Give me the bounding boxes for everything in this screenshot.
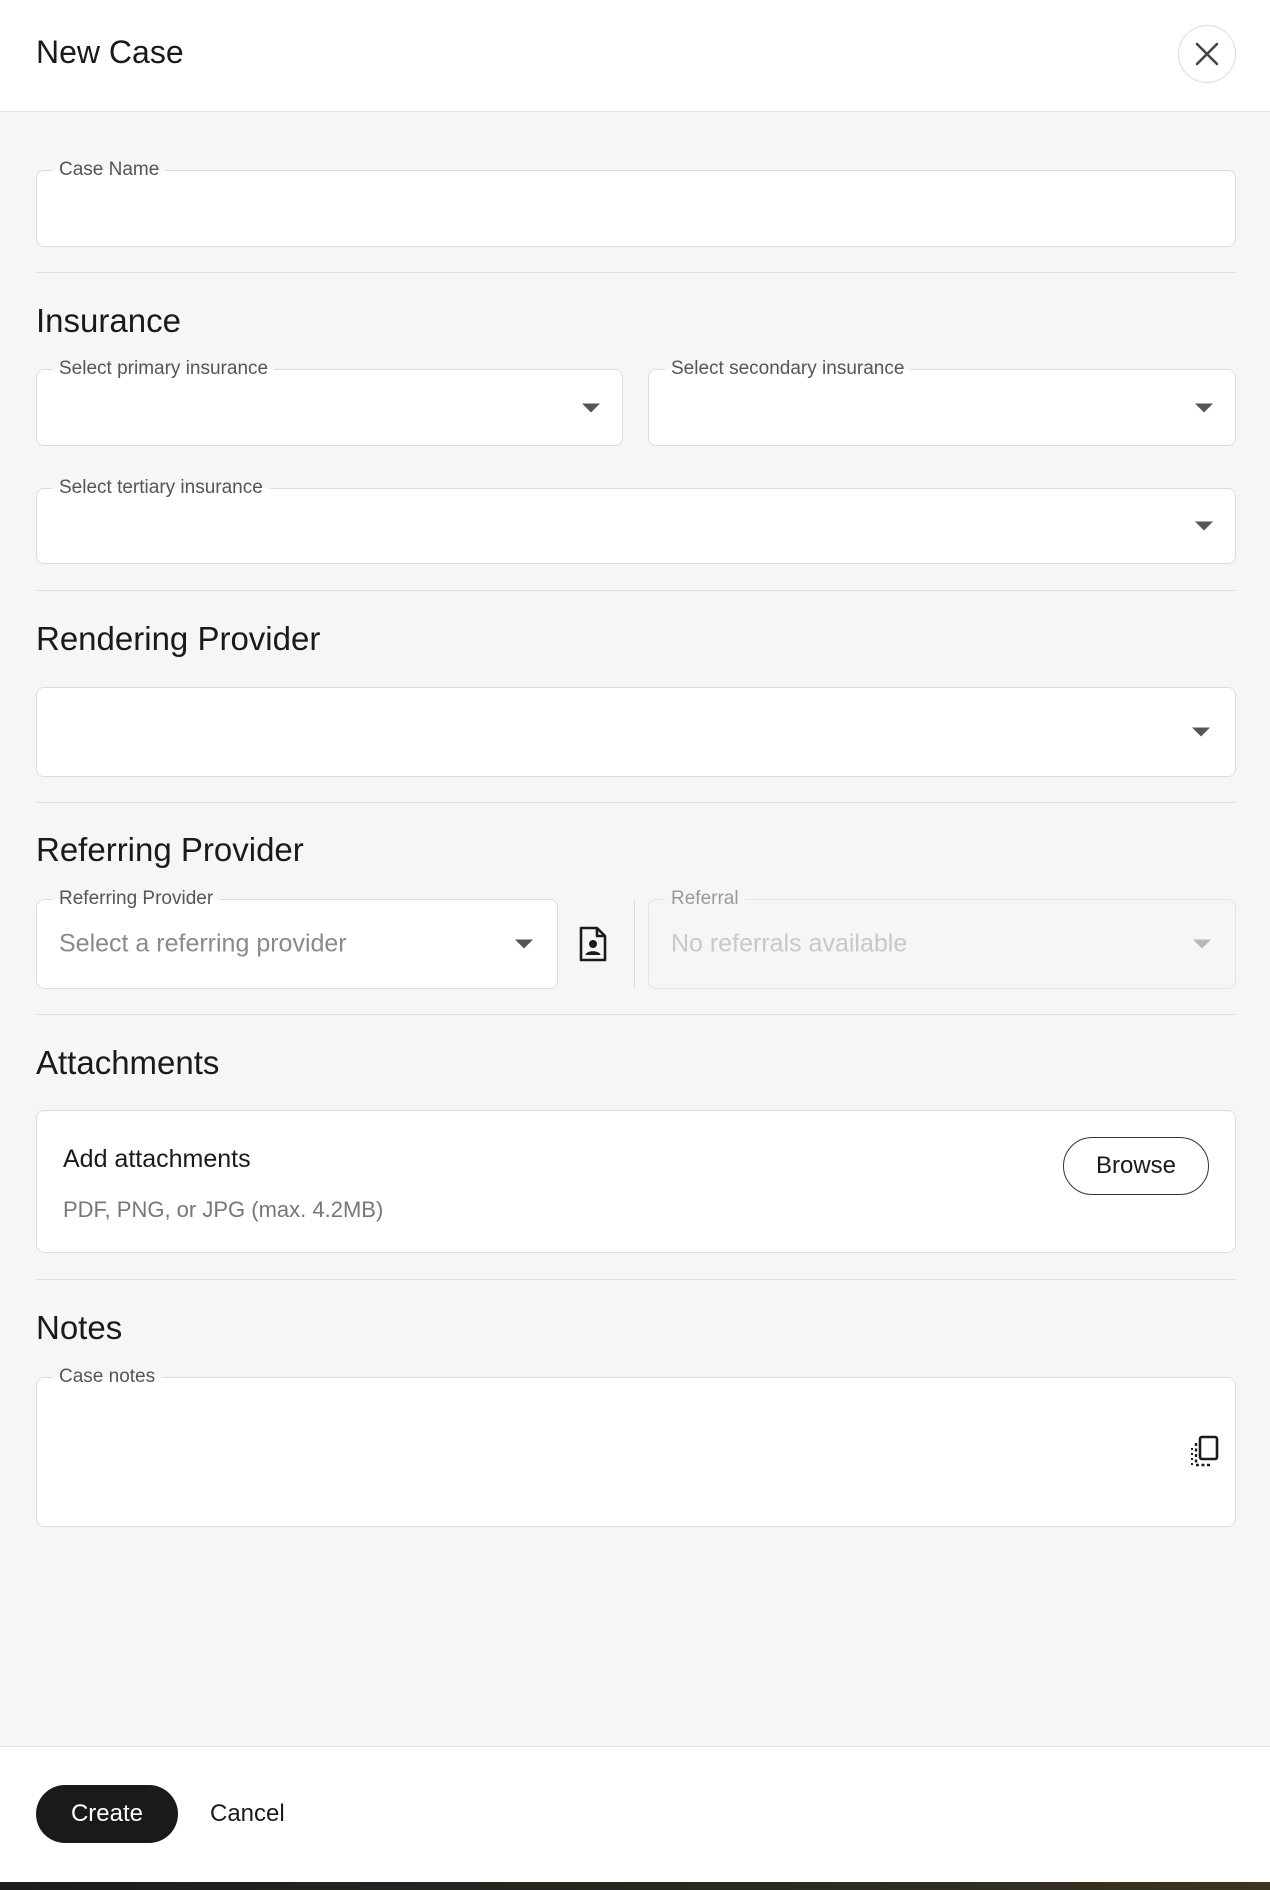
provider-document-button[interactable] bbox=[572, 922, 614, 966]
attachments-box-subtitle: PDF, PNG, or JPG (max. 4.2MB) bbox=[63, 1197, 384, 1222]
chevron-down-icon bbox=[1195, 403, 1213, 412]
vertical-separator bbox=[634, 899, 635, 989]
secondary-insurance-label: Select secondary insurance bbox=[665, 358, 910, 380]
background-strip bbox=[0, 1882, 1270, 1890]
browse-button[interactable]: Browse bbox=[1063, 1137, 1209, 1195]
case-notes-label: Case notes bbox=[53, 1366, 161, 1388]
close-button[interactable] bbox=[1178, 25, 1236, 83]
attachments-dropzone[interactable] bbox=[36, 1110, 1236, 1253]
case-name-label: Case Name bbox=[53, 159, 165, 181]
close-icon bbox=[1193, 40, 1221, 68]
chevron-down-icon bbox=[582, 403, 600, 412]
insurance-section-title: Insurance bbox=[36, 302, 181, 339]
rendering-provider-select[interactable] bbox=[36, 687, 1236, 777]
templates-button[interactable] bbox=[1187, 1432, 1223, 1472]
tertiary-insurance-select[interactable] bbox=[36, 477, 1236, 564]
referring-provider-select[interactable] bbox=[36, 888, 558, 989]
rendering-provider-section-title: Rendering Provider bbox=[36, 620, 321, 657]
attachments-box-title: Add attachments bbox=[63, 1145, 251, 1173]
dialog-header bbox=[0, 0, 1270, 112]
case-notes-textarea[interactable] bbox=[36, 1366, 1236, 1527]
referral-label: Referral bbox=[665, 888, 745, 910]
divider bbox=[36, 272, 1236, 273]
attachments-section-title: Attachments bbox=[36, 1044, 220, 1081]
tertiary-insurance-label: Select tertiary insurance bbox=[53, 477, 269, 499]
referring-provider-label: Referring Provider bbox=[53, 888, 219, 910]
referral-placeholder: No referrals available bbox=[671, 929, 908, 958]
create-button[interactable]: Create bbox=[36, 1785, 178, 1843]
copy-templates-icon bbox=[1190, 1435, 1220, 1469]
case-name-field[interactable] bbox=[36, 159, 1236, 247]
primary-insurance-select[interactable] bbox=[36, 358, 623, 446]
divider bbox=[36, 590, 1236, 591]
chevron-down-icon bbox=[515, 940, 533, 949]
contact-document-icon bbox=[578, 926, 608, 962]
cancel-button[interactable]: Cancel bbox=[200, 1785, 295, 1843]
divider bbox=[36, 1279, 1236, 1280]
referring-provider-placeholder: Select a referring provider bbox=[59, 929, 347, 958]
divider bbox=[36, 1014, 1236, 1015]
dialog-footer bbox=[0, 1746, 1270, 1882]
chevron-down-icon bbox=[1193, 940, 1211, 949]
divider bbox=[36, 802, 1236, 803]
referring-provider-section-title: Referring Provider bbox=[36, 831, 304, 868]
primary-insurance-label: Select primary insurance bbox=[53, 358, 274, 380]
page-title: New Case bbox=[36, 34, 184, 70]
chevron-down-icon bbox=[1192, 728, 1210, 737]
referral-select[interactable] bbox=[648, 888, 1236, 989]
secondary-insurance-select[interactable] bbox=[648, 358, 1236, 446]
notes-section-title: Notes bbox=[36, 1309, 123, 1346]
chevron-down-icon bbox=[1195, 522, 1213, 531]
